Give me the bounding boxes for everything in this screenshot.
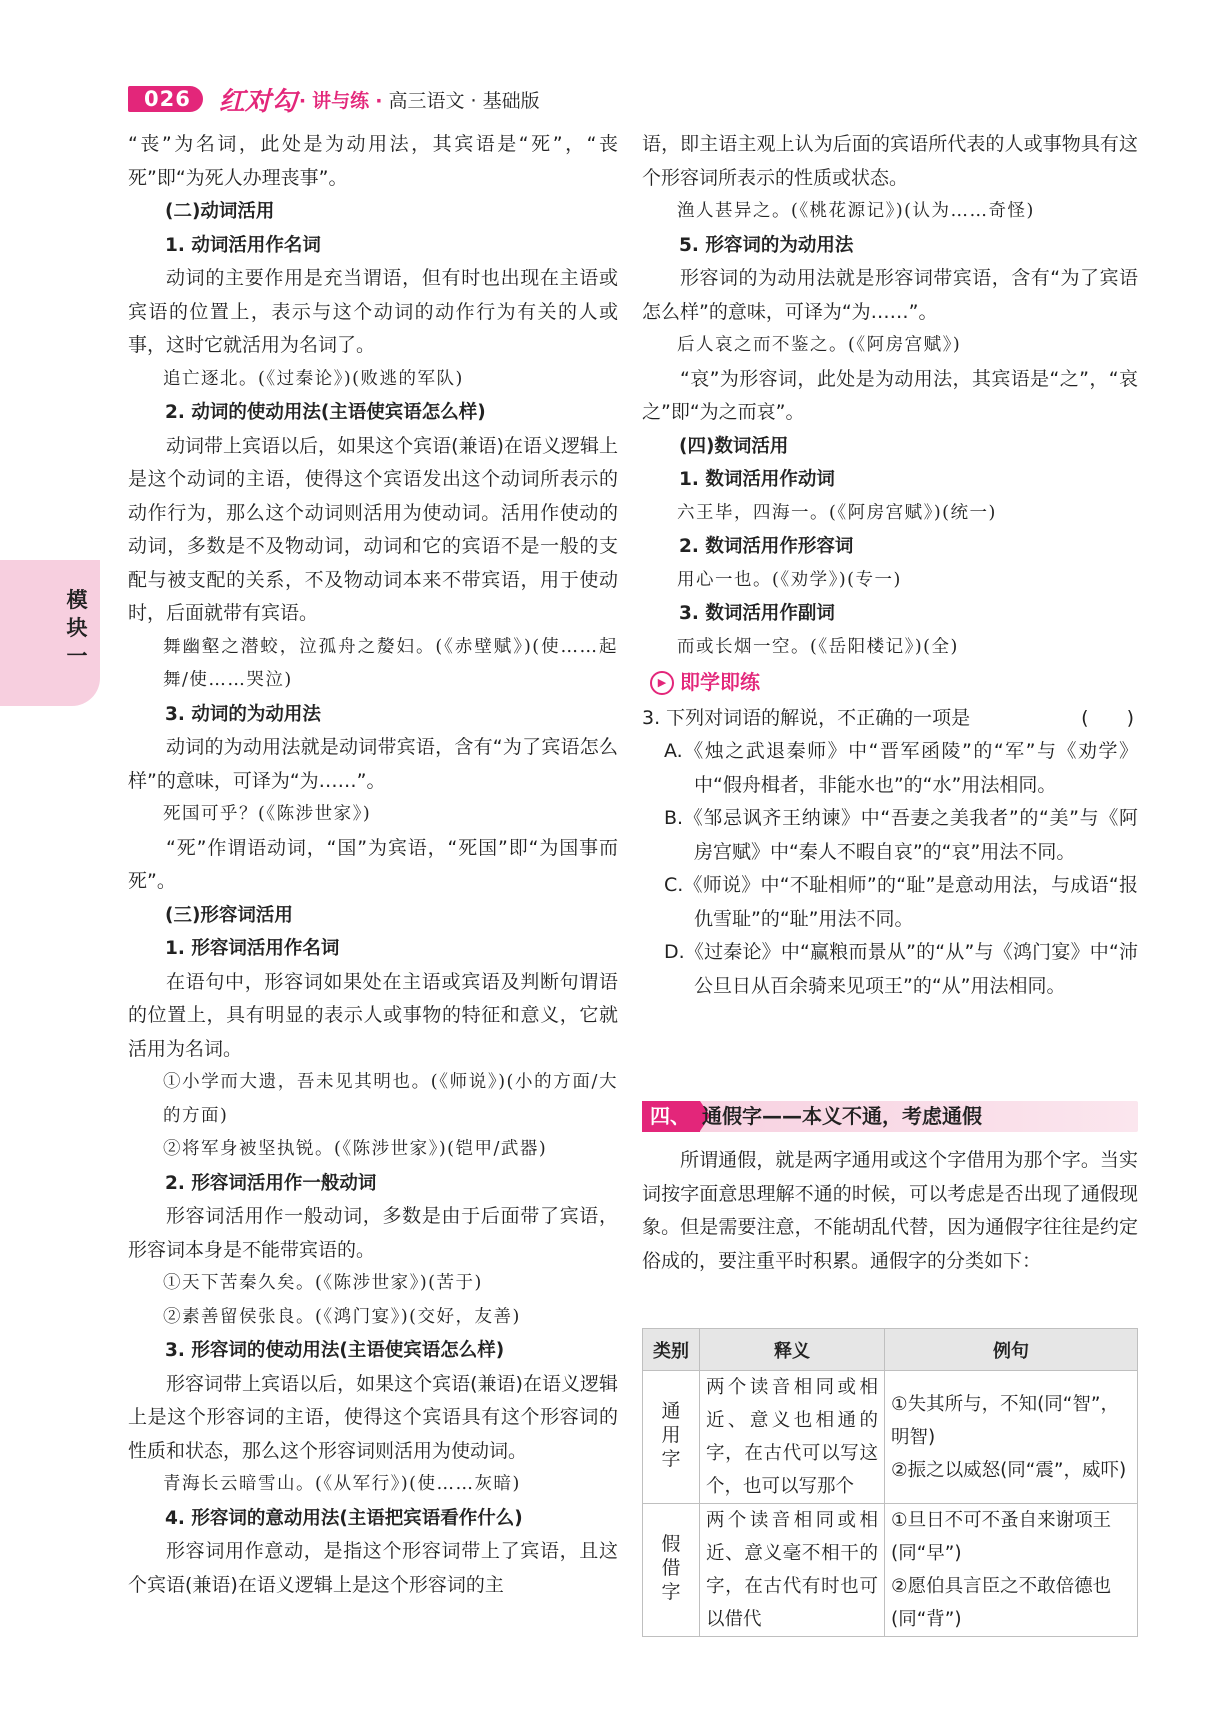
table-cell-examples [885,1504,1138,1637]
right-column [642,128,1138,1003]
subsection-heading: 2. 动词的使动用法(主语使宾语怎么样) [165,402,486,423]
book-title: 高三语文 · 基础版 [388,89,540,112]
option-b[interactable] [642,802,1138,869]
table-header: 类别 [643,1329,700,1371]
answer-bracket[interactable]: ( ) [1081,706,1134,729]
subsection-heading: 2. 数词活用作形容词 [679,536,854,557]
table-header: 释义 [700,1329,885,1371]
practice-heading [650,666,1138,700]
brand-logo: 红对勾 [218,86,297,117]
example-sentence: 青海长云暗雪山。(《从军行》)(使……灰暗) [163,1474,521,1494]
option-c[interactable] [642,869,1138,936]
subsection-heading: 3. 形容词的使动用法(主语使宾语怎么样) [165,1340,505,1361]
section-4-intro [642,1144,1138,1278]
paragraph: 形容词带上宾语以后，如果这个宾语(兼语)在语义逻辑上是这个形容词的主语，使得这个宾语具有这个形容词的性质和状态，那么这个形容词则活用为使动词。 [128,1372,618,1462]
page-header [128,84,540,117]
example-sentence: 渔人甚异之。(《桃花源记》)(认为……奇怪) [677,201,1035,221]
paragraph: 动词带上宾语以后，如果这个宾语(兼语)在语义逻辑上是这个动词的主语，使得这个宾语发出这个动词所表示的动作行为，那么这个动词则活用为使动词。活用作使动的动词，多数是不及物动词，动词和它的宾语不是一般的支配与被支配的关系，不及物动词本来不带宾语，用于使动时，后面就带有宾语。 [128,434,618,624]
option-label: D. [664,941,685,963]
table-cell-category: 通用字 [643,1371,700,1504]
paragraph: “死”作谓语动词，“国”为宾语，“死国”即“为国事而死”。 [128,836,618,892]
option-a[interactable] [642,735,1138,802]
example-sentence: 追亡逐北。(《过秦论》)(败逃的军队) [163,368,464,389]
question-text: 3. 下列对词语的解说，不正确的一项是 [642,706,971,729]
paragraph: 形容词的为动用法就是形容词带宾语，含有“为了宾语怎么样”的意味，可译为“为……”。 [642,267,1138,323]
option-text: 《师说》中“不耻相师”的“耻”是意动用法，与成语“报仇雪耻”的“耻”用法不同。 [683,874,1138,930]
table-row [643,1371,1138,1504]
section-title: 通假字——本义不通，考虑通假 [702,1104,982,1128]
option-text: 《邹忌讽齐王纳谏》中“吾妻之美我者”的“美”与《阿房宫赋》中“秦人不暇自哀”的“哀”用法不同。 [683,807,1138,863]
subsection-heading: 1. 数词活用作动词 [679,469,835,490]
option-label: C. [664,874,684,896]
option-label: A. [664,740,683,762]
paragraph: “丧”为名词，此处是为动用法，其宾语是“死”，“丧死”即“为死人办理丧事”。 [128,133,618,189]
example-sentence: ②素善留侯张良。(《鸿门宴》)(交好，友善) [163,1306,521,1327]
tongjiazi-table [642,1328,1138,1637]
table-header: 例句 [885,1329,1138,1371]
paragraph: 在语句中，形容词如果处在主语或宾语及判断句谓语的位置上，具有明显的表示人或事物的特征和意义，它就活用为名词。 [128,970,618,1060]
table-cell-examples [885,1371,1138,1504]
example-sentence: 而或长烟一空。(《岳阳楼记》)(全) [677,636,959,657]
section-subheading: (三)形容词活用 [165,904,293,926]
example-sentence: 六王毕，四海一。(《阿房宫赋》)(统一) [677,502,997,523]
example-sentence: ②将军身被坚执锐。(《陈涉世家》)(铠甲/武器) [163,1139,548,1159]
section-subheading: (二)动词活用 [165,201,275,222]
option-text: 《烛之武退秦师》中“晋军函陵”的“军”与《劝学》中“假舟楫者，非能水也”的“水”用法相同。 [682,740,1138,796]
example-sentence: ②愿伯具言臣之不敢倍德也(同“背”) [891,1576,1112,1630]
example-sentence: 舞幽壑之潜蛟，泣孤舟之嫠妇。(《赤壁赋》)(使……起舞/使……哭泣) [163,636,618,690]
subsection-heading: 1. 动词活用作名词 [165,234,321,256]
paragraph: 语，即主语主观上认为后面的宾语所代表的人或事物具有这个形容词所表示的性质或状态。 [642,133,1138,189]
paragraph: “哀”为形容词，此处是为动用法，其宾语是“之”，“哀之”即“为之而哀”。 [642,367,1138,423]
paragraph: 形容词活用作一般动词，多数是由于后面带了宾语，形容词本身是不能带宾语的。 [128,1205,618,1261]
question-options [642,735,1138,1003]
module-side-tab-label: 模块一 [66,588,88,668]
option-label: B. [664,807,684,829]
example-sentence: 用心一也。(《劝学》)(专一) [677,569,902,590]
paragraph: 动词的主要作用是充当谓语，但有时也出现在主语或宾语的位置上，表示与这个动词的动作行为有关的人或事，这时它就活用为名词了。 [128,267,618,356]
subsection-heading: 3. 动词的为动用法 [165,703,321,725]
play-icon: ▶ [650,671,674,695]
option-d[interactable] [642,936,1138,1003]
subsection-heading: 5. 形容词的为动用法 [679,234,854,256]
paragraph: 动词的为动用法就是动词带宾语，含有“为了宾语怎么样”的意味，可译为“为……”。 [128,736,618,792]
subsection-heading: 3. 数词活用作副词 [679,603,835,624]
right-column-body [642,128,1138,664]
subsection-heading: 1. 形容词活用作名词 [165,938,340,959]
brand-subtitle: · 讲与练 · 高三语文 · 基础版 [298,89,540,112]
page-number: 026 [128,86,203,112]
table-cell-definition: 两个读音相同或相近、意义也相通的字，在古代可以写这个，也可以写那个 [700,1371,885,1504]
example-sentence: 后人哀之而不鉴之。(《阿房宫赋》) [677,335,962,355]
series-name: 讲与练 [312,89,370,112]
table-row [643,1504,1138,1637]
option-text: 《过秦论》中“赢粮而景从”的“从”与《鸿门宴》中“沛公旦日从百余骑来见项王”的“从”用法相同。 [684,941,1138,997]
practice-title: 即学即练 [680,670,760,694]
section-4-heading [642,1101,1138,1132]
section-subheading: (四)数词活用 [679,435,789,457]
left-column [128,128,618,1602]
example-sentence: ②振之以威怒(同“震”，威吓) [891,1459,1127,1481]
example-sentence: 死国可乎？(《陈涉世家》) [163,804,372,824]
section-intro-text: 所谓通假，就是两字通用或这个字借用为那个字。当实词按字面意思理解不通的时候，可以考虑是否出现了通假现象。但是需要注意，不能胡乱代替，因为通假字往往是约定俗成的，要注重平时积累。通假字的分类如下： [642,1149,1138,1272]
example-sentence: ①天下苦秦久矣。(《陈涉世家》)(苦于) [163,1273,483,1293]
example-sentence: ①小学而大遗，吾未见其明也。(《师说》)(小的方面/大的方面) [163,1072,618,1126]
subsection-heading: 2. 形容词活用作一般动词 [165,1172,377,1194]
subsection-heading: 4. 形容词的意动用法(主语把宾语看作什么) [165,1507,523,1529]
table-cell-definition: 两个读音相同或相近、意义毫不相干的字，在古代有时也可以借代 [700,1504,885,1637]
table-cell-category: 假借字 [643,1504,700,1637]
section-number: 四、 [642,1101,700,1132]
question-3 [642,702,1138,736]
example-sentence: ①旦日不可不蚤自来谢项王(同“早”) [891,1510,1112,1564]
example-sentence: ①失其所与，不知(同“智”，明智) [891,1393,1119,1448]
table-header-row [643,1329,1138,1371]
paragraph: 形容词用作意动，是指这个形容词带上了宾语，且这个宾语(兼语)在语义逻辑上是这个形容词的主 [128,1540,618,1596]
